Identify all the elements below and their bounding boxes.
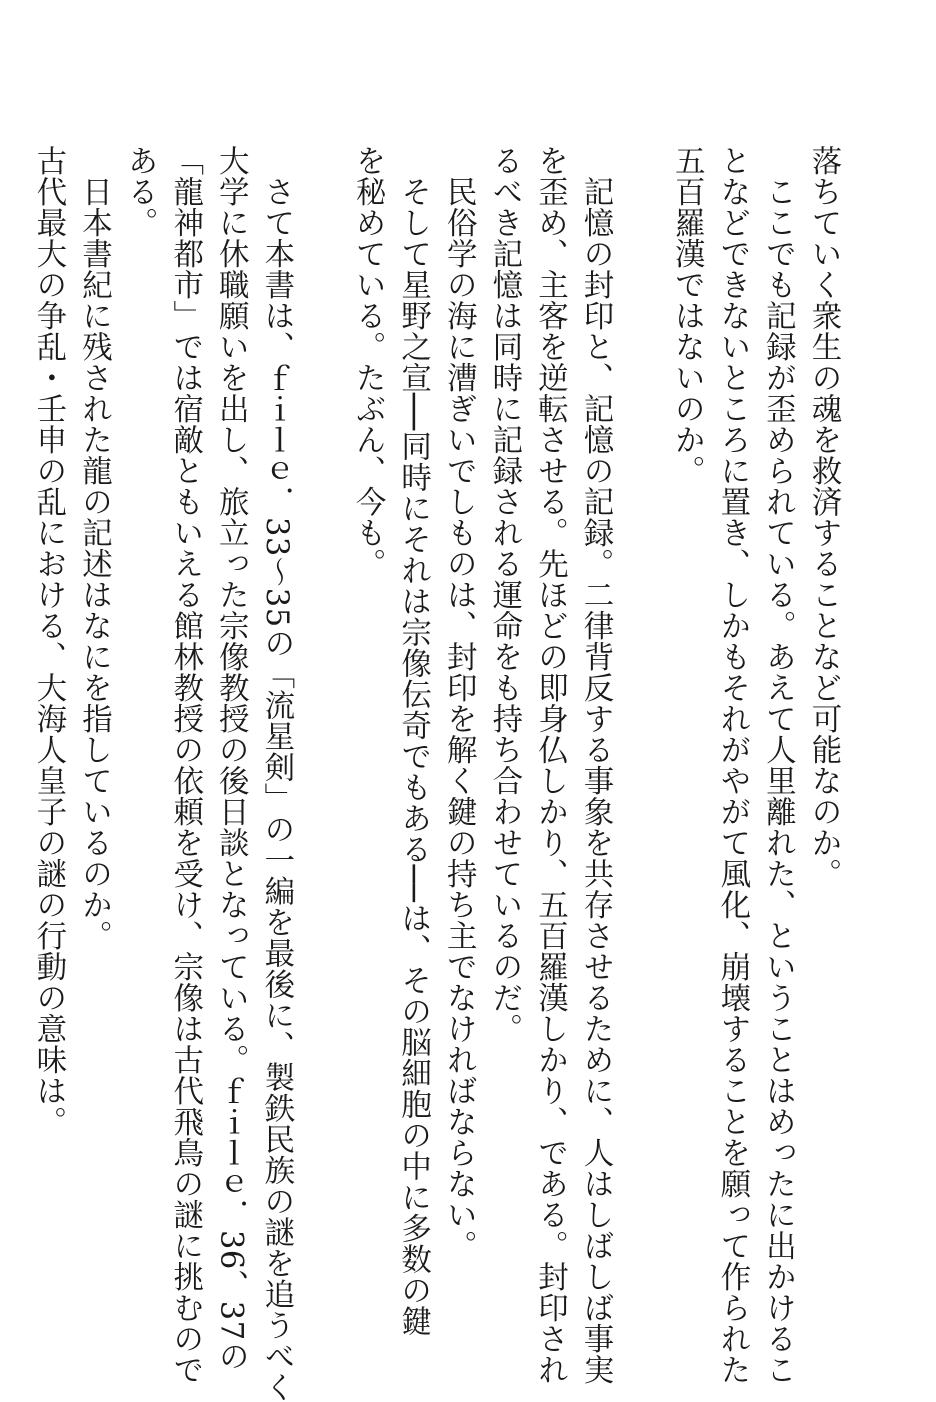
- text-line: るべき記憶は同時に記録される運命をも持ち合わせているのだ。: [486, 145, 522, 1044]
- text-line: 古代最大の争乱・壬申の乱における、大海人皇子の謎の行動の意味は。: [30, 145, 66, 1137]
- paragraph-gap: [618, 145, 664, 1275]
- vertical-text-body: [25, 145, 846, 1402]
- text-line: 民俗学の海に漕ぎいでしものは、封印を解く鍵の持ち主でなければならない。: [441, 175, 477, 1261]
- text-line: 落ちていく衆生の魂を救済することなど可能なのか。: [806, 145, 841, 889]
- text-line: となどできないところに置き、しかもそれがやがて風化、崩壊することを願って作られた: [714, 145, 750, 1385]
- paragraph-gap: [299, 145, 345, 1275]
- text-line: そして星野之宣──同時にそれは宗像伝奇でもある──は、その脳細胞の中に多数の鍵: [395, 175, 431, 1336]
- text-line: ここでも記録が歪められている。あえて人里離れた、ということはめったに出かけるこ: [760, 175, 796, 1385]
- text-line: 五百羅漢ではないのか。: [669, 145, 705, 486]
- text-line: 「龍神都市」では宿敵ともいえる館林教授の依頼を受け、宗像は古代飛鳥の謎に挑むので: [167, 145, 203, 1385]
- text-line: 記憶の封印と、記憶の記録。二律背反する事象を共存させるために、人はしばしば事実: [578, 175, 614, 1385]
- text-line: 日本書紀に残された龍の記述はなにを指しているのか。: [76, 175, 112, 951]
- text-line: ある。: [122, 145, 158, 238]
- text-line: 大学に休職願いを出し、旅立った宗像教授の後日談となっている。ｆｉｌｅ．36、37の: [213, 145, 249, 1372]
- text-line: を秘めている。たぶん、今も。: [350, 145, 386, 579]
- text-line: を歪め、主客を逆転させる。先ほどの即身仏しかり、五百羅漢しかり、である。封印され: [532, 145, 568, 1385]
- text-line: さて本書は、ｆｉｌｅ．33〜35の「流星剣」の一編を最後に、製鉄民族の謎を追うべく: [258, 175, 294, 1402]
